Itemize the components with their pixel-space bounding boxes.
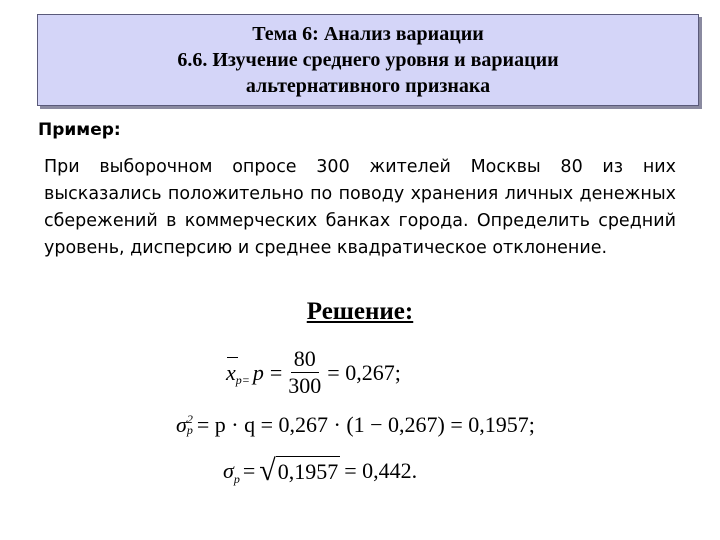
std-result: = 0,442. <box>344 458 418 483</box>
title-line-2: 6.6. Изучение среднего уровня и вариации <box>177 49 559 71</box>
std-subscript: p <box>233 471 240 486</box>
title-line-3: альтернативного признака <box>245 75 491 97</box>
variance-superscript: 2 <box>186 412 193 426</box>
variance-sigma: σ <box>176 412 187 437</box>
variance-indices <box>187 414 193 436</box>
mean-subscript: p= <box>235 373 250 387</box>
mean-fraction <box>288 346 321 399</box>
slide-title-box <box>37 14 699 106</box>
mean-result: = 0,267; <box>327 359 401 385</box>
radicand: 0,1957 <box>276 456 341 486</box>
solution-label: Решение: <box>306 298 414 325</box>
mean-equals: = <box>269 359 283 385</box>
mean-symbol: x <box>226 360 236 386</box>
formula-variance <box>176 412 535 438</box>
std-sigma: σ <box>223 458 234 483</box>
formula-mean <box>226 346 401 399</box>
variance-subscript: p <box>186 423 193 437</box>
std-equals: = <box>242 458 256 483</box>
formula-std-deviation <box>223 456 417 486</box>
title-line-1: Тема 6: Анализ вариации <box>252 23 484 45</box>
fraction-numerator: 80 <box>291 346 319 373</box>
square-root <box>259 456 340 486</box>
radical-sign: √ <box>259 454 276 487</box>
mean-p: p <box>252 359 264 385</box>
example-label: Пример: <box>38 120 121 140</box>
variance-expression: = p · q = 0,267 · (1 − 0,267) = 0,1957; <box>196 412 535 437</box>
problem-statement: При выборочном опросе 300 жителей Москвы 80 из них высказались положительно по поводу хранения личных денежных сбережений в коммерческих банках города. Определить средний уровень, дисперсию и среднее квадратическое отклонение. <box>44 157 676 258</box>
fraction-denominator: 300 <box>288 373 322 398</box>
